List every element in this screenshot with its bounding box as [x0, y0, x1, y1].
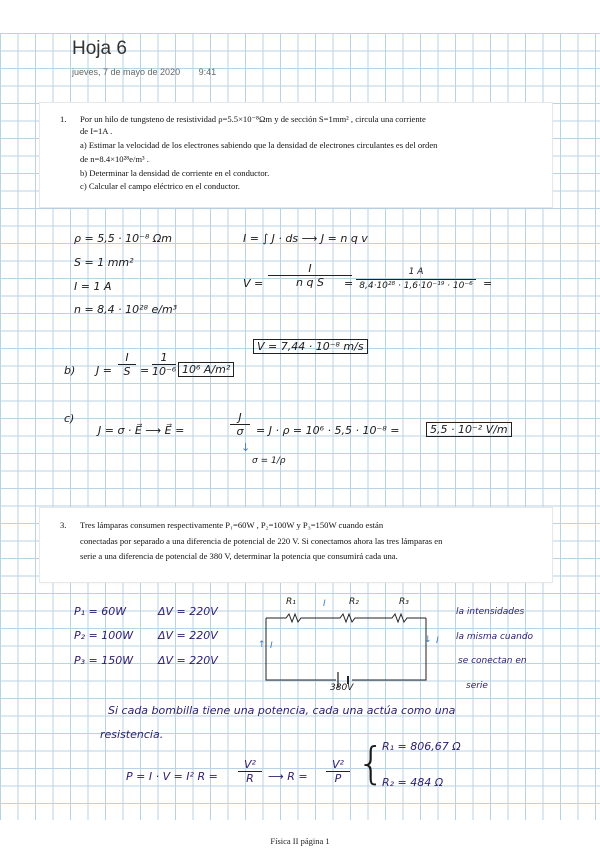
note-formula-lhs: P = I · V = I² R =	[126, 770, 218, 783]
note-sentence: Si cada bombilla tiene una potencia, cada una actúa como una	[108, 704, 456, 717]
note-b-result: 10⁶ A/m²	[178, 362, 234, 377]
note-s: S = 1 mm²	[74, 256, 134, 269]
problem-1-line: Por un hilo de tungsteno de resistividad ρ=5.5×10⁻⁸Ωm y de sección S=1mm² , circula una corriente	[80, 114, 426, 124]
curly-brace-icon: {	[357, 738, 385, 789]
note-formula-fraction-2	[326, 758, 350, 785]
note-dv2: ΔV = 220V	[158, 629, 218, 642]
note-c-den: σ	[236, 425, 244, 438]
page-title: Hoja 6	[72, 38, 127, 59]
note-v-num2: 1 A	[356, 266, 476, 280]
problem-1-box	[40, 103, 552, 207]
problem-1-line: c) Calcular el campo eléctrico en el conductor.	[80, 181, 240, 191]
note-formula-mid: ⟶ R =	[268, 770, 308, 783]
note-v-den2: 8,4·10²⁸ · 1,6·10⁻¹⁹ · 10⁻⁶	[359, 281, 473, 291]
problem-1-line: b) Determinar la densidad de corriente en el conductor.	[80, 168, 270, 178]
note-c-sigma: σ = 1/ρ	[252, 456, 286, 466]
resistors-wire	[266, 614, 426, 622]
note-b-fraction	[118, 351, 136, 378]
note-v-fraction-2	[356, 266, 476, 293]
problem-1-line: a) Estimar la velocidad de los electrones sabiendo que la densidad de electrones circulantes es del orden	[80, 140, 438, 150]
side-note: se conectan en	[458, 656, 527, 666]
problem-3-box	[40, 508, 552, 582]
label-i-left: I	[270, 641, 273, 651]
problem-1-number: 1.	[60, 114, 67, 124]
note-v-result: V = 7,44 · 10⁻⁸ m/s	[253, 339, 368, 354]
note-p3: P₃ = 150W	[74, 654, 134, 667]
page-date: jueves, 7 de mayo de 2020	[72, 67, 181, 77]
down-arrow-icon: ↓	[424, 635, 432, 645]
note-res1: R₁ = 806,67 Ω	[382, 740, 461, 753]
up-arrow-icon: ↑	[258, 640, 266, 650]
side-note: la misma cuando	[456, 632, 534, 642]
note-b-den2: 10⁻⁶	[152, 365, 177, 378]
note-b-den: S	[123, 365, 131, 378]
label-r1: R₁	[286, 597, 296, 607]
problem-3-line: conectadas por separado a una diferencia de potencial de 220 V. Si conectamos ahora las tres lámparas en	[80, 536, 443, 546]
label-i-top: I	[323, 599, 326, 609]
problem-3-number: 3.	[60, 520, 67, 530]
note-p2: P₂ = 100W	[74, 629, 134, 642]
note-b-lhs: J =	[96, 364, 112, 377]
label-battery: 380V	[330, 683, 354, 693]
note-formula-den: R	[246, 772, 254, 785]
label-i-right: I	[436, 636, 439, 646]
note-p1: P₁ = 60W	[74, 605, 127, 618]
note-sentence: resistencia.	[100, 728, 164, 741]
label-r2: R₂	[349, 597, 359, 607]
note-c-label: c)	[64, 412, 75, 425]
note-v-lhs: V =	[243, 277, 264, 290]
note-v-tail: =	[483, 277, 493, 290]
note-j-definition: I = ∫ J · ds ⟶ J = n q v	[243, 232, 368, 245]
problem-3-line: Tres lámparas consumen respectivamente P₁=60W , P₂=100W y P₃=150W cuando están	[80, 520, 384, 530]
note-b-num: I	[118, 351, 136, 365]
side-note: la intensidades	[456, 607, 525, 617]
note-rho: ρ = 5,5 · 10⁻⁸ Ωm	[74, 232, 173, 245]
note-c-expr: J = σ · E⃗ ⟶ E⃗ =	[98, 424, 185, 437]
note-v-fraction	[268, 262, 352, 289]
note-b-num2: 1	[152, 351, 176, 365]
note-formula-num2: V²	[326, 758, 350, 772]
note-res2: R₂ = 484 Ω	[382, 776, 444, 789]
page-meta	[72, 67, 216, 77]
note-formula-den2: P	[334, 772, 342, 785]
note-v-num: I	[268, 262, 352, 276]
label-r3: R₃	[399, 597, 409, 607]
note-dv3: ΔV = 220V	[158, 654, 218, 667]
page-time: 9:41	[198, 67, 217, 77]
note-c-rest: = J · ρ = 10⁶ · 5,5 · 10⁻⁸ =	[256, 424, 400, 437]
note-b-eq: =	[140, 364, 150, 377]
note-n: n = 8,4 · 10²⁸ e/m³	[74, 303, 178, 316]
problem-1-line: de n=8.4×10²⁸e/m³ .	[80, 154, 149, 164]
down-arrow-icon: ↓	[241, 441, 251, 454]
problem-3-line: serie a una diferencia de potencial de 380 V, determinar la potencia que consumirá cada una.	[80, 551, 398, 561]
note-formula-fraction	[238, 758, 262, 785]
note-dv1: ΔV = 220V	[158, 605, 218, 618]
page-footer: Física II página 1	[270, 836, 330, 846]
note-i: I = 1 A	[74, 280, 112, 293]
note-b-label: b)	[64, 364, 76, 377]
note-v-den: n q S	[296, 276, 324, 289]
note-c-num: J	[230, 411, 250, 425]
note-formula-num: V²	[238, 758, 262, 772]
note-b-fraction-2	[152, 351, 176, 378]
note-c-result: 5,5 · 10⁻² V/m	[426, 422, 512, 437]
problem-1-line: de I=1A .	[80, 126, 113, 136]
note-c-fraction	[230, 411, 250, 438]
side-note: serie	[466, 681, 488, 691]
note-v-eq: =	[344, 277, 354, 290]
